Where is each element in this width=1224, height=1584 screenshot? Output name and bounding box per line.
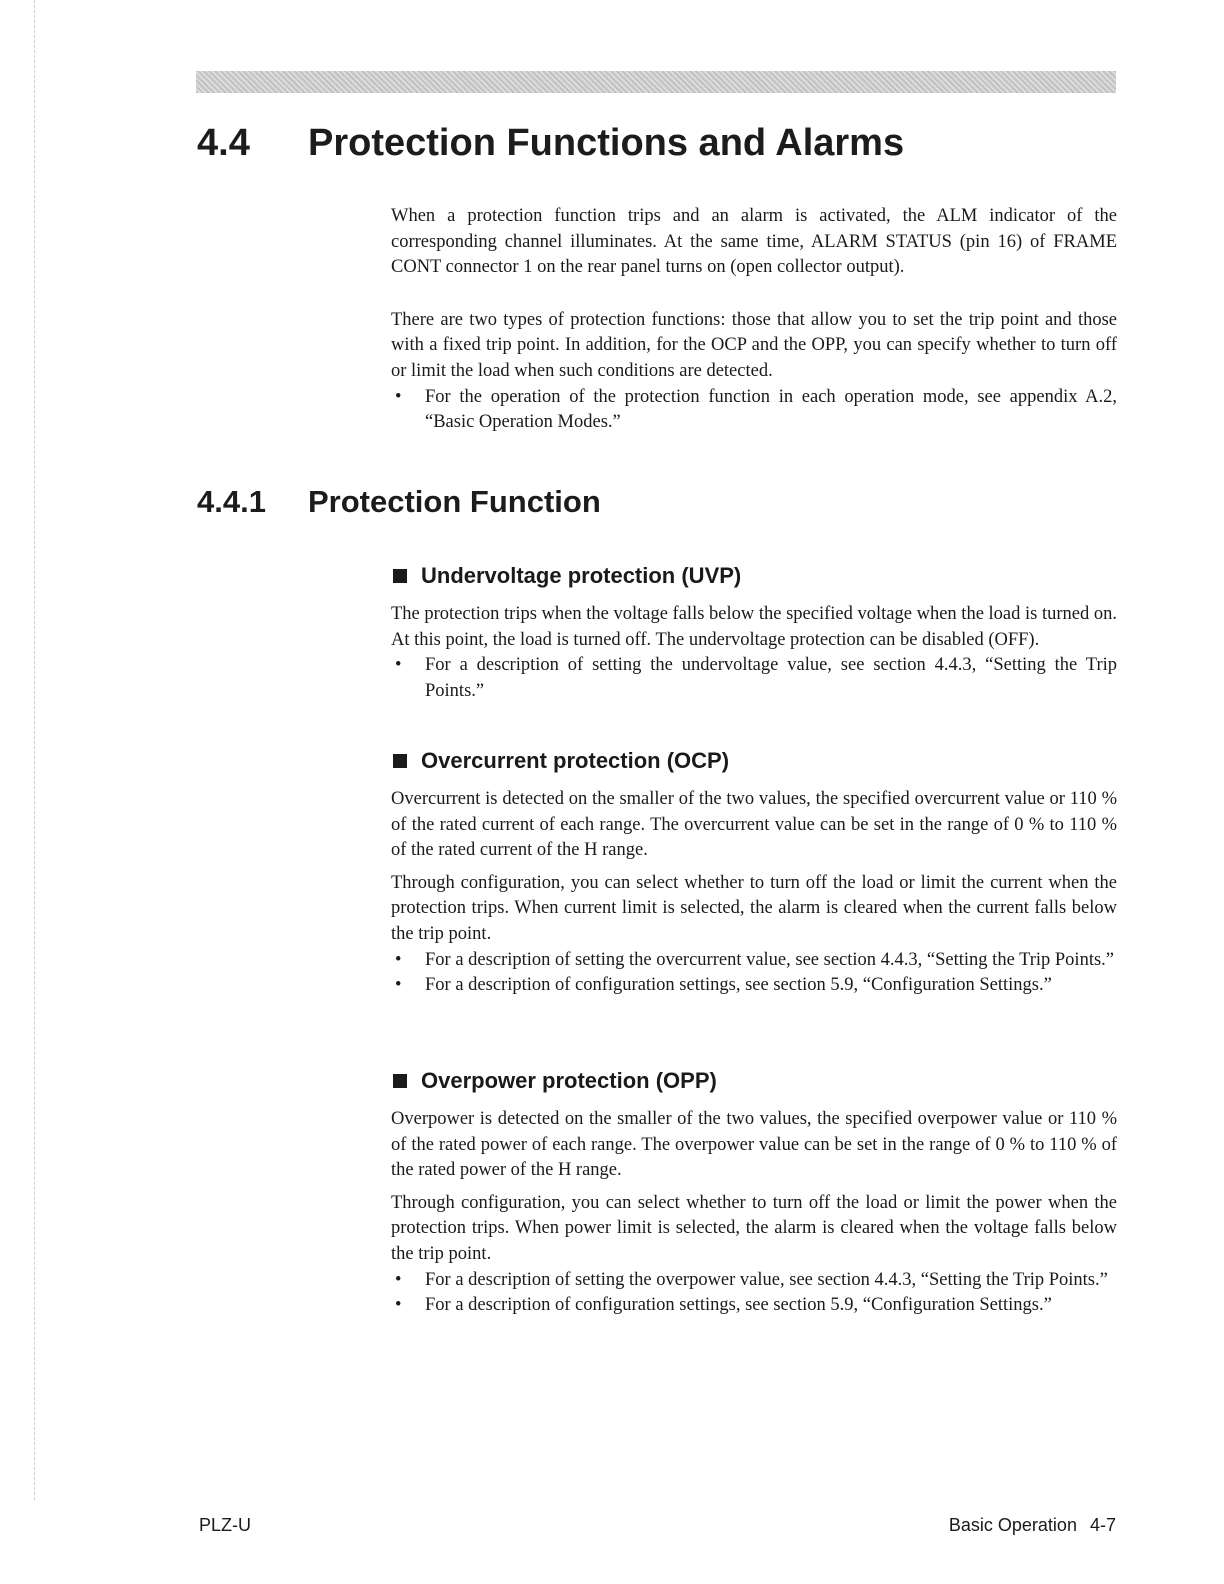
ocp-paragraph-2: Through configuration, you can select whether to turn off the load or limit the current when the protection trips. When current limit is selected, the alarm is cleared when the current falls below the trip point. <box>391 872 1117 944</box>
opp-bullet-2 <box>391 1293 1117 1319</box>
opp-paragraph-2: Through configuration, you can select whether to turn off the load or limit the power when the protection trips. When power limit is selected, the alarm is cleared when the voltage falls below the trip point. <box>391 1192 1117 1264</box>
bullet-icon: • <box>395 1295 402 1316</box>
bullet-icon: • <box>395 1269 402 1290</box>
footer-chapter: Basic Operation <box>948 1515 1077 1535</box>
section-title: Protection Functions and Alarms <box>308 122 905 164</box>
ocp-heading <box>391 747 1117 775</box>
footer-page-number: 4-7 <box>1089 1515 1116 1535</box>
footer-product: PLZ-U <box>199 1515 252 1535</box>
uvp-heading-text: Undervoltage protection (UVP) <box>421 563 742 588</box>
ocp-paragraph-1: Overcurrent is detected on the smaller of the two values, the specified overcurrent value or 110 % of the rated current of each range. The overcurrent value can be set in the range of 0 % to 110 % of the rated current of the H range. <box>391 789 1117 861</box>
opp-bullet-2-text: For a description of configuration settings, see section 5.9, “Configuration Settings.” <box>425 1295 1052 1316</box>
uvp-paragraph: The protection trips when the voltage falls below the specified voltage when the load is turned on. At this point, the load is turned off. The undervoltage protection can be disabled (OFF). <box>391 604 1117 650</box>
intro-bullet <box>391 385 1117 436</box>
ocp-bullet-1 <box>391 948 1117 974</box>
intro-block <box>391 204 1117 436</box>
uvp-bullet-text: For a description of setting the undervoltage value, see section 4.4.3, “Setting the Trip Points.” <box>425 655 1117 701</box>
opp-bullet-1-text: For a description of setting the overpower value, see section 4.4.3, “Setting the Trip Points.” <box>425 1269 1108 1290</box>
uvp-bullet <box>391 653 1117 704</box>
page-edge-rule <box>34 0 35 1500</box>
intro-paragraph-1: When a protection function trips and an alarm is activated, the ALM indicator of the corresponding channel illuminates. At the same time, ALARM STATUS (pin 16) of FRAME CONT connector 1 on the rear panel turns on (open collector output). <box>391 206 1117 278</box>
ocp-bullet-2 <box>391 973 1117 999</box>
intro-bullet-text: For the operation of the protection function in each operation mode, see appendix A.2, “Basic Operation Modes.” <box>425 386 1117 433</box>
opp-bullet-1 <box>391 1268 1117 1294</box>
ocp-bullet-2-text: For a description of configuration settings, see section 5.9, “Configuration Settings.” <box>425 975 1052 996</box>
subsection-number: 4.4.1 <box>197 484 266 519</box>
section-number: 4.4 <box>197 122 250 164</box>
opp-heading-text: Overpower protection (OPP) <box>421 1068 717 1093</box>
uvp-block <box>391 562 1117 704</box>
footer-page-info <box>949 1515 1116 1536</box>
bullet-icon: • <box>395 386 402 407</box>
ocp-block <box>391 747 1117 999</box>
uvp-heading <box>391 562 1117 590</box>
bullet-icon: • <box>395 949 402 970</box>
intro-paragraph-2: There are two types of protection functions: those that allow you to set the trip point and those with a fixed trip point. In addition, for the OCP and the OPP, you can specify whether to turn off or limit the load when such conditions are detected. <box>391 309 1117 381</box>
subsection-title: Protection Function <box>308 484 601 519</box>
opp-paragraph-1: Overpower is detected on the smaller of the two values, the specified overpower value or 110 % of the rated power of each range. The overpower value can be set in the range of 0 % to 110 % of the rated power of the H range. <box>391 1109 1117 1181</box>
opp-heading <box>391 1067 1117 1095</box>
bullet-icon: • <box>395 655 402 676</box>
opp-block <box>391 1067 1117 1319</box>
square-bullet-icon <box>393 1074 407 1088</box>
square-bullet-icon <box>393 569 407 583</box>
square-bullet-icon <box>393 754 407 768</box>
ocp-heading-text: Overcurrent protection (OCP) <box>421 748 730 773</box>
ocp-bullet-1-text: For a description of setting the overcurrent value, see section 4.4.3, “Setting the Trip Points.” <box>425 949 1114 970</box>
bullet-icon: • <box>395 975 402 996</box>
header-band <box>196 71 1116 93</box>
